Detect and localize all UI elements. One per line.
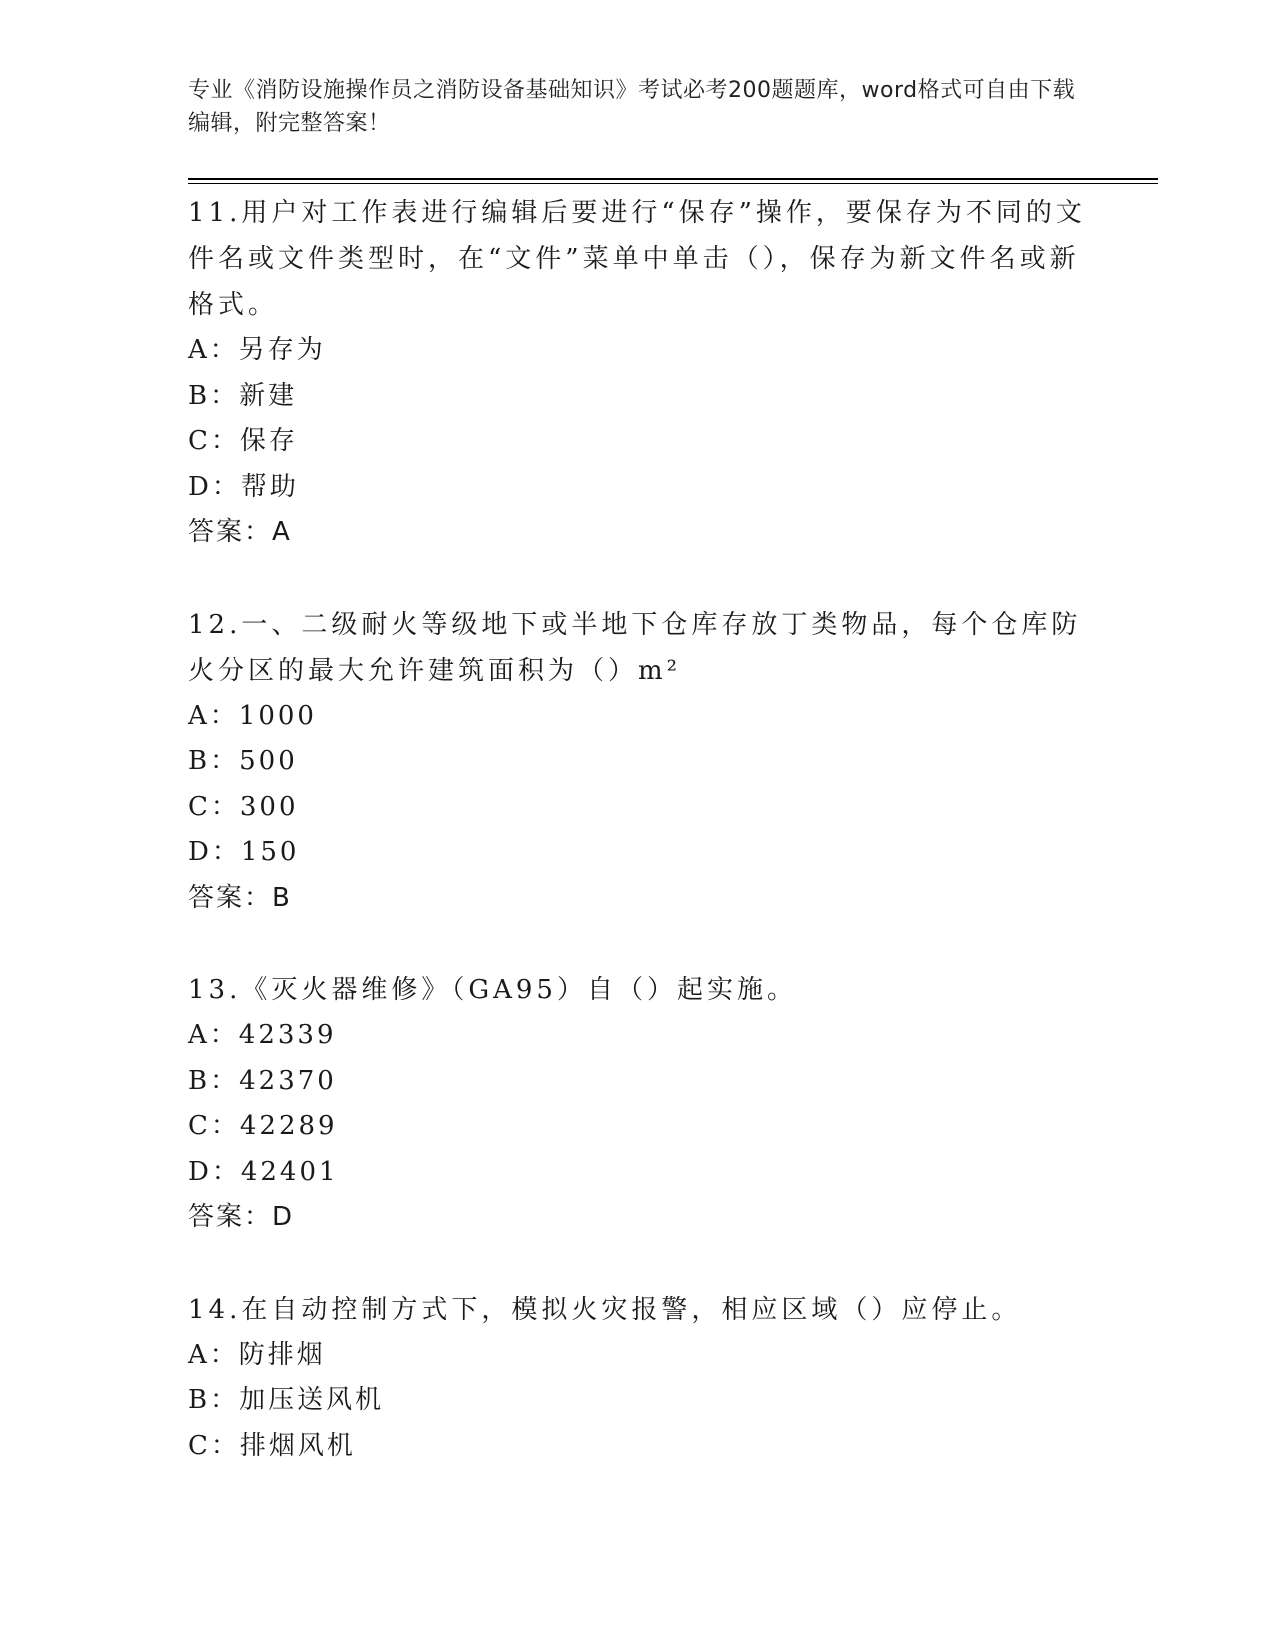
question-13 (188, 967, 1088, 1241)
question-stem: 12.一、二级耐火等级地下或半地下仓库存放丁类物品，每个仓库防火分区的最大允许建筑面积为（）m² (188, 609, 1082, 686)
option-d: D：150 (188, 837, 300, 867)
answer-line: 答案：A (188, 517, 292, 547)
option-d: D：42401 (188, 1156, 339, 1187)
question-list (188, 190, 1088, 1469)
option-b: B：42370 (188, 1065, 337, 1096)
option-a: A：防排烟 (188, 1339, 326, 1370)
header-rule-thin (188, 183, 1158, 184)
question-12 (188, 602, 1088, 922)
question-stem: 14.在自动控制方式下，模拟火灾报警，相应区域（）应停止。 (188, 1294, 1022, 1325)
option-b: B：新建 (188, 380, 298, 411)
question-14 (188, 1287, 1088, 1470)
option-a: A：1000 (188, 700, 317, 731)
option-c: C：300 (188, 791, 299, 822)
answer-line: 答案：B (188, 882, 292, 913)
document-header: 专业《消防设施操作员之消防设备基础知识》考试必考200题题库，word格式可自由下载编辑，附完整答案！ (188, 78, 1076, 136)
option-a: A：另存为 (188, 335, 326, 365)
header-rule-thick (188, 178, 1158, 180)
option-c: C：排烟风机 (188, 1430, 356, 1461)
answer-line: 答案：D (188, 1202, 295, 1232)
option-c: C：保存 (188, 426, 298, 456)
question-11 (188, 190, 1088, 556)
option-b: B：加压送风机 (188, 1385, 385, 1415)
question-stem: 11.用户对工作表进行编辑后要进行“保存”操作，要保存为不同的文件名或文件类型时，在“文件”菜单中单击（），保存为新文件名或新格式。 (188, 198, 1086, 320)
option-a: A：42339 (188, 1020, 337, 1050)
option-c: C：42289 (188, 1111, 338, 1141)
option-b: B：500 (188, 746, 298, 776)
option-d: D：帮助 (188, 471, 299, 502)
question-stem: 13.《灭火器维修》（GA95）自（）起实施。 (188, 975, 797, 1005)
